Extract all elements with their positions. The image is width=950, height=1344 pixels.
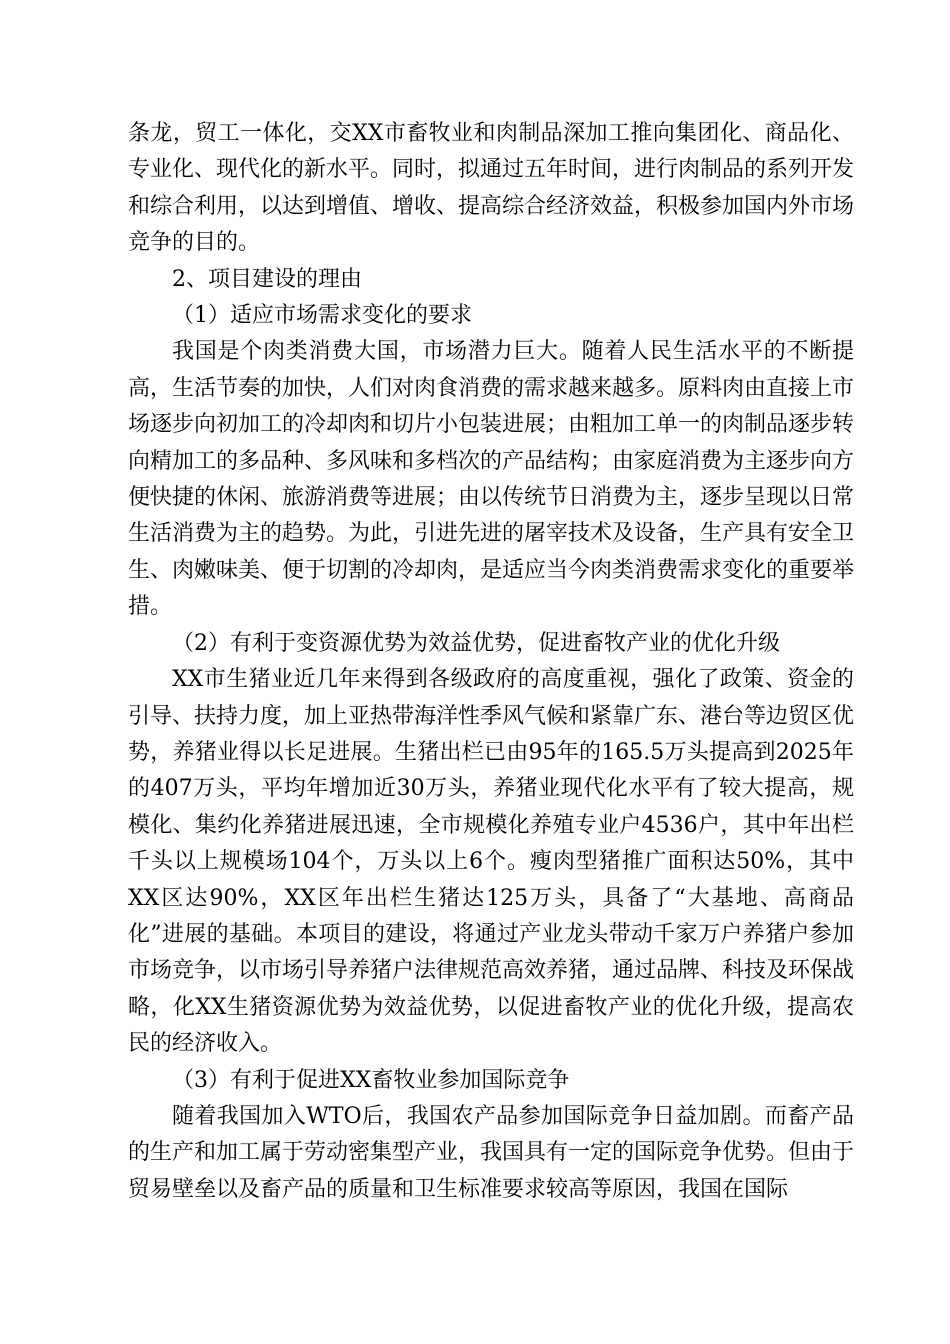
paragraph-resource-advantage: XX市生猪业近几年来得到各级政府的高度重视，强化了政策、资金的引导、扶持力度，加上亚热带海洋性季风气候和紧靠广东、港台等边贸区优势，养猪业得以长足进展。生猪出栏已由95年的165.5万头提高到2025年的407万头，平均年增加近30万头，养猪业现代化水平有了较大提高，规模化、集约化养猪进展迅速，全市规模化养殖专业户4536户，其中年出栏千头以上规模场104个，万头以上6个。瘦肉型猪推广面积达50%，其中XX区达90%，XX区年出栏生猪达125万头，具备了“大基地、高商品化”进展的基础。本项目的建设，将通过产业龙头带动千家万户养猪户参加市场竞争，以市场引导养猪户法律规范高效养猪，通过品牌、科技及环保战略，化XX生猪资源优势为效益优势，以促进畜牧产业的优化升级，提高农民的经济收入。 [128,667,855,1057]
paragraph-international-competition: 随着我国加入WTO后，我国农产品参加国际竞争日益加剧。而畜产品的生产和加工属于劳动密集型产业，我国具有一定的国际竞争优势。但由于贸易壁垒以及畜产品的质量和卫生标准要求较高等原因，我国在国际 [128,1103,855,1202]
paragraph-market-demand: 我国是个肉类消费大国，市场潜力巨大。随着人民生活水平的不断提高，生活节奏的加快，人们对肉食消费的需求越来越多。原料肉由直接上市场逐步向初加工的冷却肉和切片小包装进展；由粗加工单一的肉制品逐步转向精加工的多品种、多风味和多档次的产品结构；由家庭消费为主逐步向方便快捷的休闲、旅游消费等进展；由以传统节日消费为主，逐步呈现以日常生活消费为主的趋势。为此，引进先进的屠宰技术及设备，生产具有安全卫生、肉嫩味美、便于切割的冷却肉，是适应当今肉类消费需求变化的重要举措。 [128,339,855,620]
subsection-heading-2: （2）有利于变资源优势为效益优势，促进畜牧产业的优化升级 [172,630,780,656]
subsection-heading-3: （3）有利于促进XX畜牧业参加国际竞争 [172,1067,570,1093]
subsection-heading-1: （1）适应市场需求变化的要求 [172,303,472,329]
paragraph-continued: 条龙，贸工一体化，交XX市畜牧业和肉制品深加工推向集团化、商品化、专业化、现代化的新水平。同时，拟通过五年时间，进行肉制品的系列开发和综合利用，以达到增值、增收、提高综合经济效益，积极参加国内外市场竞争的目的。 [128,121,855,256]
section-heading: 2、项目建设的理由 [172,266,362,292]
document-body [128,116,854,1208]
